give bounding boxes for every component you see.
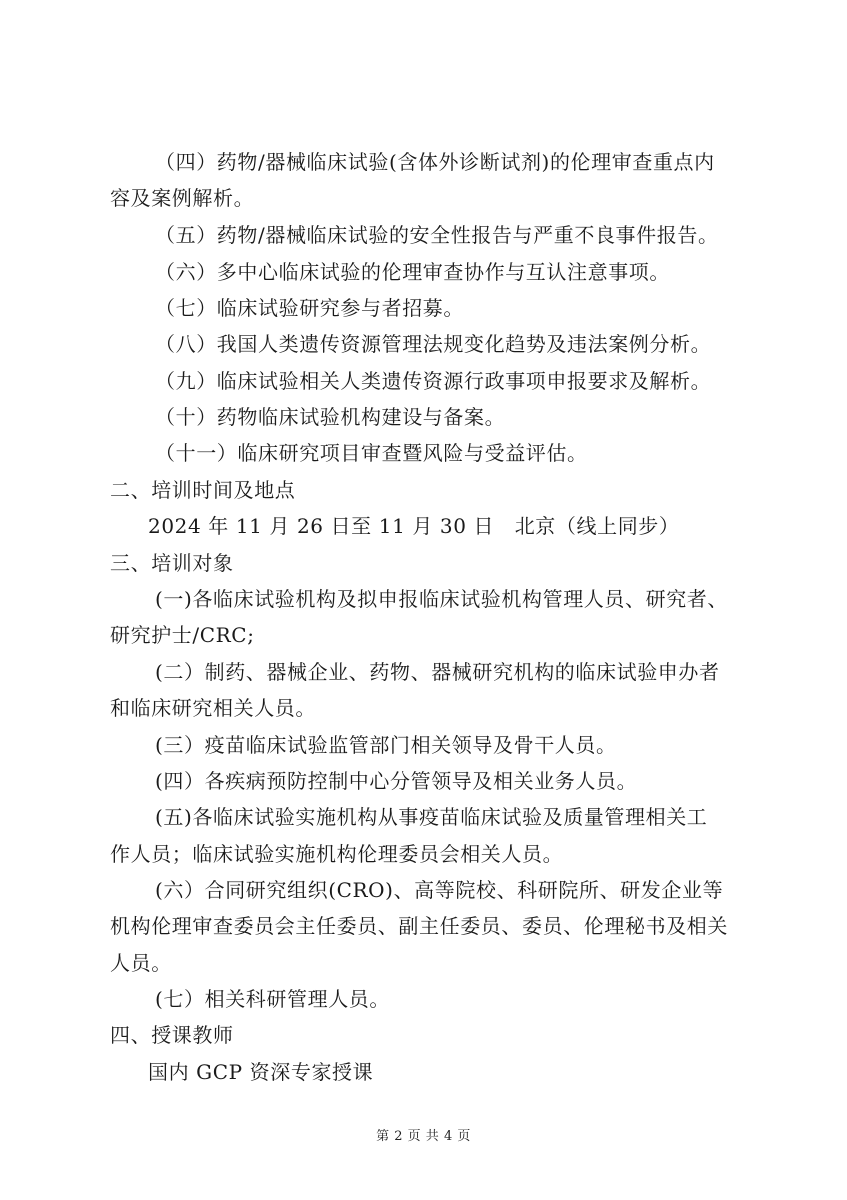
content-item-6: （六）多中心临床试验的伦理审查协作与互认注意事项。 <box>155 260 670 284</box>
target-item-7: (七）相关科研管理人员。 <box>155 987 391 1011</box>
section-body-instructors: 国内 GCP 资深专家授课 <box>148 1060 374 1084</box>
target-item-1-line-2: 研究护士/CRC; <box>110 623 255 647</box>
content-item-11: （十一）临床研究项目审查暨风险与受益评估。 <box>155 441 588 465</box>
content-item-5: （五）药物/器械临床试验的安全性报告与严重不良事件报告。 <box>155 223 719 247</box>
section-heading-target-audience: 三、培训对象 <box>110 551 234 575</box>
section-heading-instructors: 四、授课教师 <box>110 1023 234 1047</box>
content-item-8: （八）我国人类遗传资源管理法规变化趋势及违法案例分析。 <box>155 332 712 356</box>
content-item-7: （七）临床试验研究参与者招募。 <box>155 296 464 320</box>
section-heading-time-location: 二、培训时间及地点 <box>110 478 296 502</box>
content-item-4-line-1: （四）药物/器械临床试验(含体外诊断试剂)的伦理审查重点内 <box>155 150 715 174</box>
section-body-time-location: 2024 年 11 月 26 日至 11 月 30 日 北京（线上同步） <box>148 514 680 538</box>
target-item-4: (四）各疾病预防控制中心分管领导及相关业务人员。 <box>155 769 638 793</box>
target-item-1-line-1: (一)各临床试验机构及拟申报临床试验机构管理人员、研究者、 <box>155 587 729 611</box>
content-item-10: （十）药物临床试验机构建设与备案。 <box>155 405 506 429</box>
target-item-6-line-1: (六）合同研究组织(CRO)、高等院校、科研院所、研发企业等 <box>155 878 724 902</box>
target-item-2-line-1: (二）制药、器械企业、药物、器械研究机构的临床试验申办者 <box>155 660 720 684</box>
content-item-9: （九）临床试验相关人类遗传资源行政事项申报要求及解析。 <box>155 369 712 393</box>
target-item-6-line-3: 人员。 <box>110 951 172 975</box>
target-item-3: (三）疫苗临床试验监管部门相关领导及骨干人员。 <box>155 733 617 757</box>
target-item-5-line-1: (五)各临床试验实施机构从事疫苗临床试验及质量管理相关工 <box>155 805 708 829</box>
page-footer: 第 2 页 共 4 页 <box>376 1129 471 1144</box>
target-item-2-line-2: 和临床研究相关人员。 <box>110 696 316 720</box>
content-item-4-line-2: 容及案例解析。 <box>110 186 255 210</box>
target-item-6-line-2: 机构伦理审查委员会主任委员、副主任委员、委员、伦理秘书及相关 <box>110 914 728 938</box>
target-item-5-line-2: 作人员；临床试验实施机构伦理委员会相关人员。 <box>110 842 564 866</box>
